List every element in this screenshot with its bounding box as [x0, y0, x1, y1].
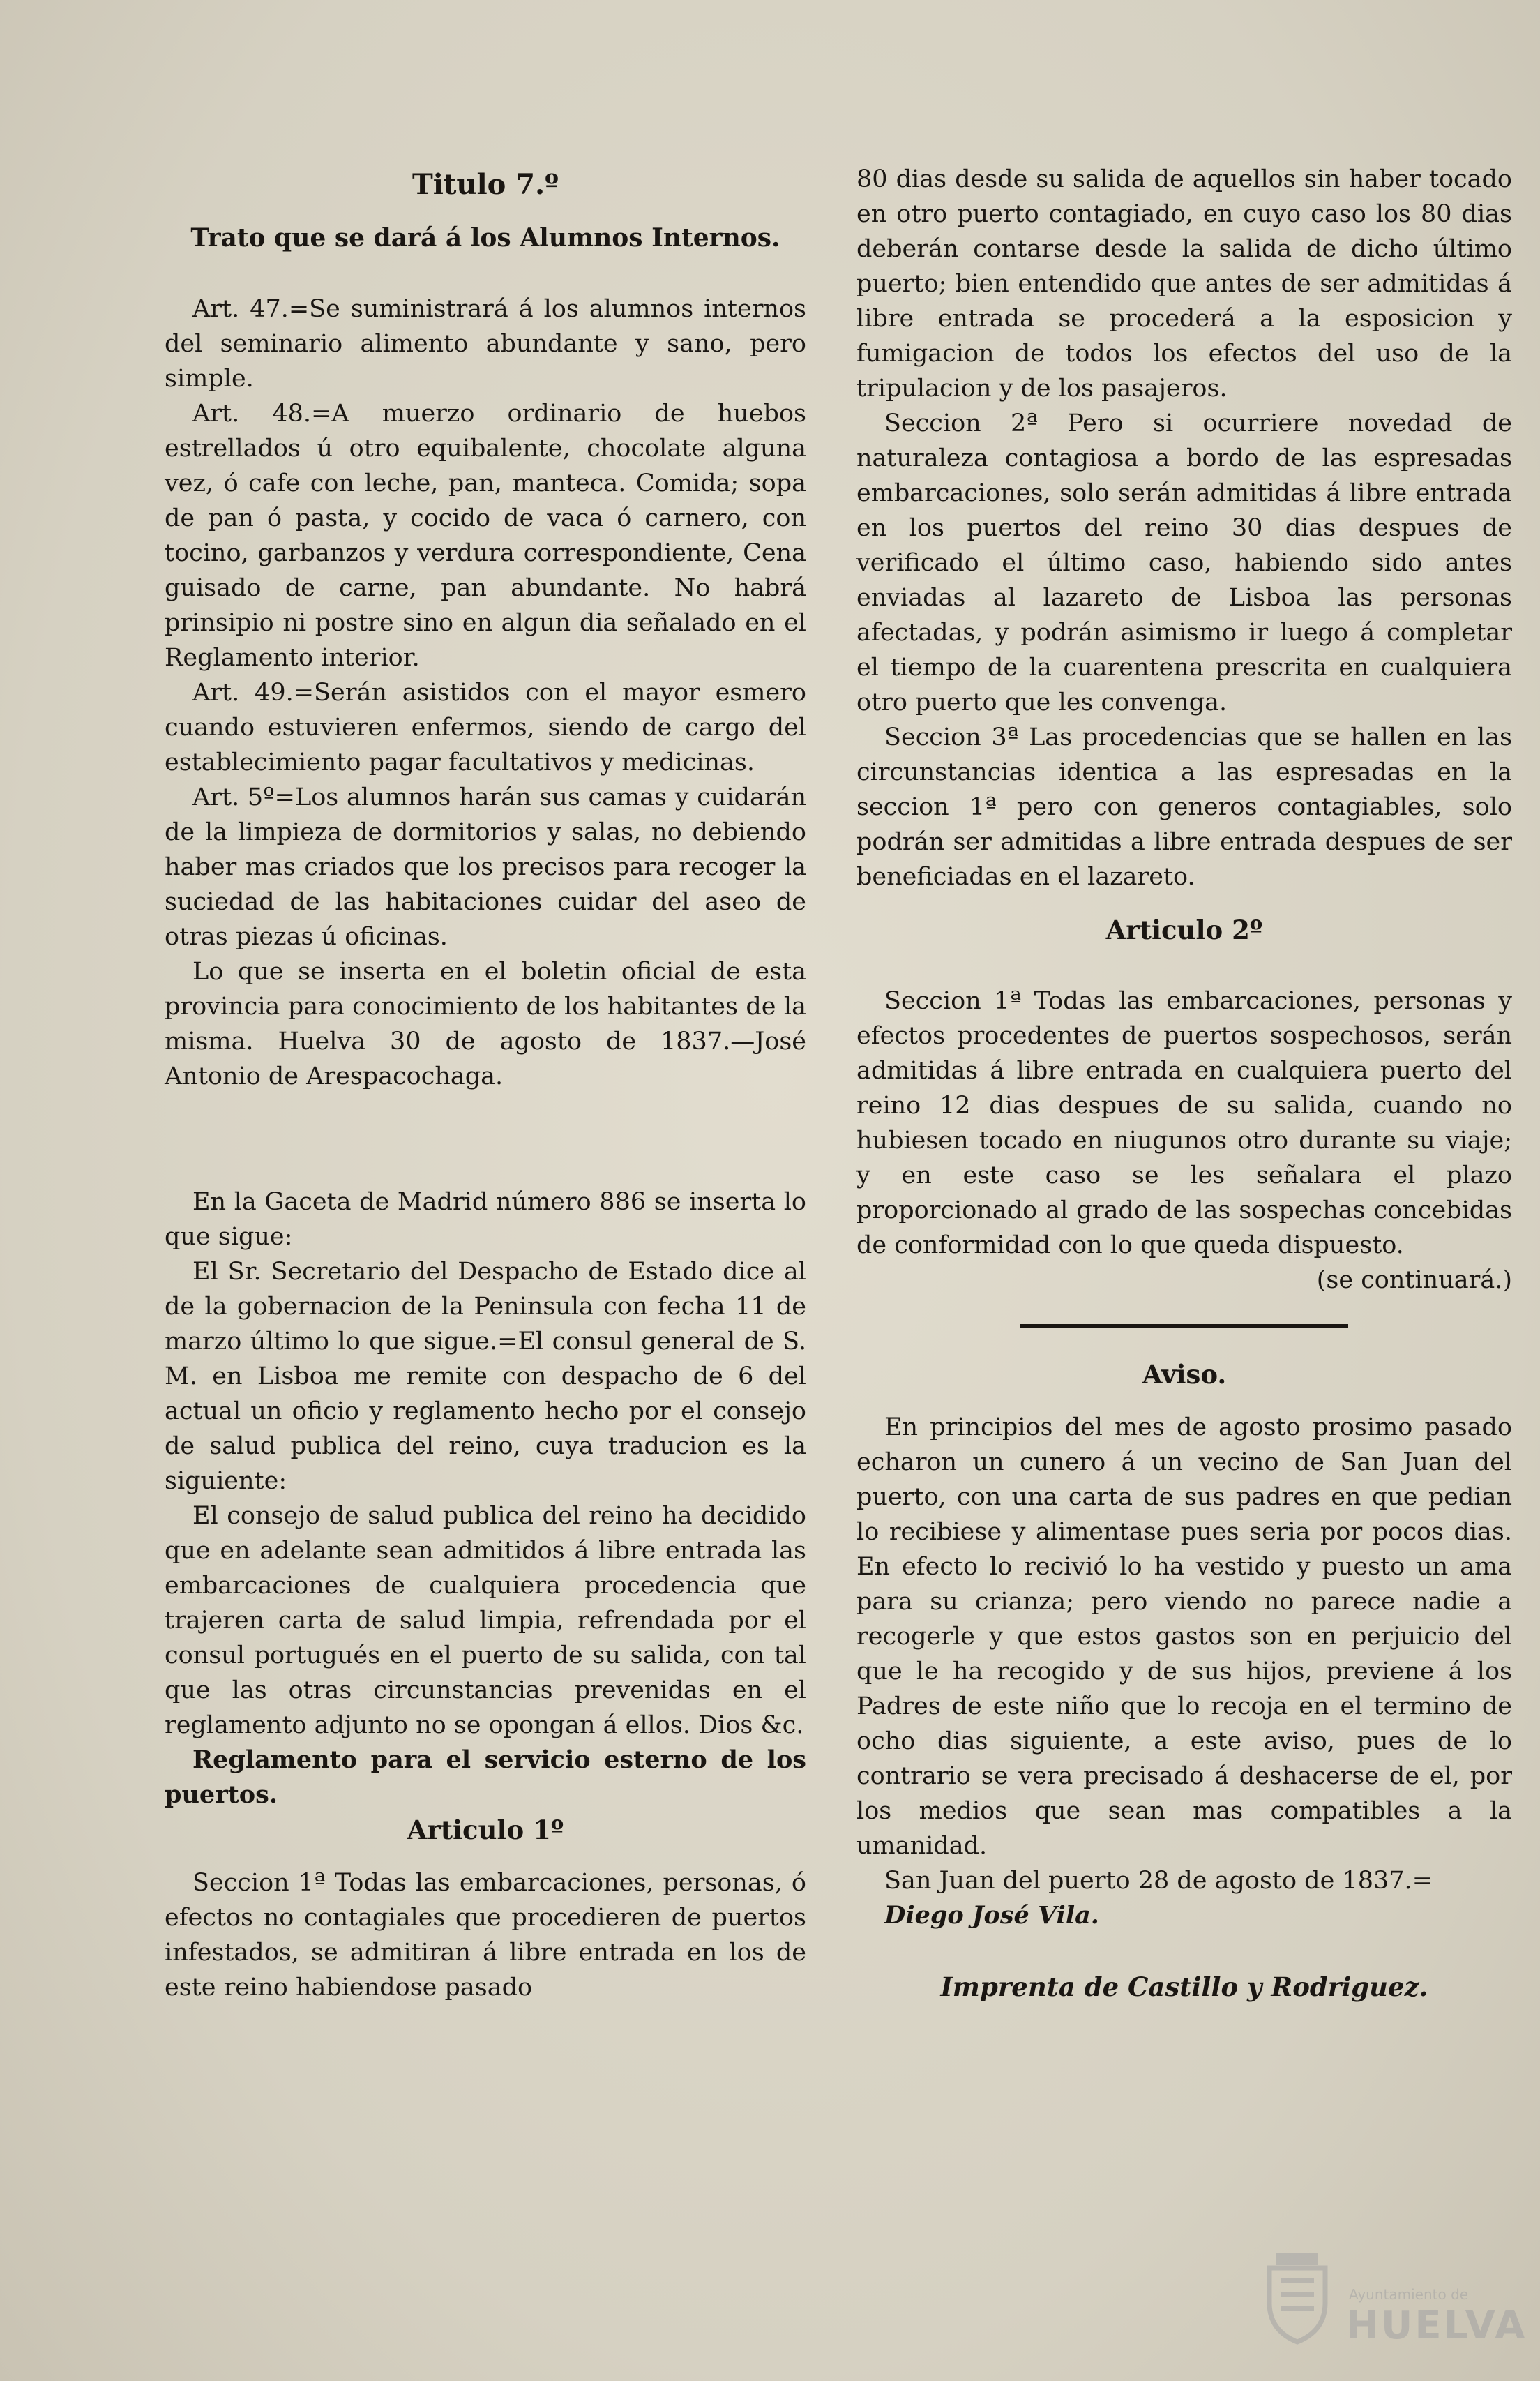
- article-48: Art. 48.=A muerzo ordinario de huebos estrellados ú otro equibalente, chocolate alguna vez, ó cafe con leche, pan, manteca. Comida; sopa de pan ó pasta, y cocido de vaca ó carnero, con tocino, garbanzos y verdura correspondiente, Cena guisado de carne, pan abundante. No habrá prinsipio ni postre sino en algun dia señalado en el Reglamento interior.: [165, 400, 806, 672]
- right-column: [856, 162, 1512, 2004]
- article-47: Art. 47.=Se suministrará á los alumnos internos del seminario alimento abundante y sano, pero simple.: [165, 295, 806, 393]
- gaceta-intro: En la Gaceta de Madrid número 886 se inserta lo que sigue:: [165, 1188, 806, 1251]
- article-1-section-1: Seccion 1ª Todas las embarcaciones, personas, ó efectos no contagiales que procedieren de puertos infestados, se admitiran á libre entrada en los de este reino habiendose pasado: [165, 1869, 806, 2001]
- gaceta-secretary: El Sr. Secretario del Despacho de Estado dice al de la gobernacion de la Peninsula con fecha 11 de marzo último lo que sigue.=El consul general de S. M. en Lisboa me remite con despacho de 6 del actual un oficio y reglamento hecho por el consejo de salud publica del reino, cuya traducion es la siguiente:: [165, 1258, 806, 1495]
- continues-note: (se continuará.): [1316, 1266, 1512, 1294]
- gaceta-council: El consejo de salud publica del reino ha decidido que en adelante sean admitidos á libre entrada las embarcaciones de cualquiera procedencia que trajeren carta de salud limpia, refrendada por el consul portugués en el puerto de su salida, con tal que las otras circunstancias prevenidas en el reglamento adjunto no se opongan á ellos. Dios &c.: [165, 1502, 806, 1739]
- left-column: [165, 167, 806, 2005]
- aviso-signature: Diego José Vila.: [884, 1901, 1099, 1930]
- aviso-date: San Juan del puerto 28 de agosto de 1837.=: [884, 1867, 1433, 1895]
- article-49: Art. 49.=Serán asistidos con el mayor esmero cuando estuvieren enfermos, siendo de cargo del establecimiento pagar facultativos y medicinas.: [165, 679, 806, 776]
- watermark-small-text: Ayuntamiento de: [1349, 2286, 1469, 2303]
- article-1-heading: Articulo 1º: [407, 1815, 564, 1845]
- publication-notice: Lo que se inserta en el boletin oficial de esta provincia para conocimiento de los habitantes de la misma. Huelva 30 de agosto de 1837.—José Antonio de Arespacochaga.: [165, 958, 806, 1090]
- article-1-section-3: Seccion 3ª Las procedencias que se hallen en las circunstancias identica a las espresadas en la seccion 1ª pero con generos contagiables, solo podrán ser admitidas a libre entrada despues de ser beneficiadas en el lazareto.: [856, 723, 1512, 891]
- article-1-continued: 80 dias desde su salida de aquellos sin haber tocado en otro puerto contagiado, en cuyo caso los 80 dias deberán contarse desde la salida de dicho último puerto; bien entendido que antes de ser admitidas á libre entrada se procederá a la esposicion y fumigacion de todos los efectos del uso de la tripulacion y de los pasajeros.: [856, 165, 1512, 403]
- archive-watermark: [1255, 2243, 1527, 2354]
- aviso-text: En principios del mes de agosto prosimo pasado echaron un cunero á un vecino de San Juan del puerto, con una carta de sus padres en que pedian lo recibiese y alimentase pues seria por pocos dias. En efecto lo recivió lo ha vestido y puesto un ama para su crianza; pero viendo no parece nadie a recogerle y que estos gastos son en perjuicio del que le ha recogido y de sus hijos, previene á los Padres de este niño que lo recoja en el termino de ocho dias siguiente, a este aviso, pues de lo contrario se vera precisado á deshacerse de el, por los medios que sean mas compatibles a la umanidad.: [856, 1413, 1512, 1860]
- article-1-section-2: Seccion 2ª Pero si ocurriere novedad de naturaleza contagiosa a bordo de las espresadas embarcaciones, solo serán admitidas á libre entrada en los puertos del reino 30 dias despues de verificado el último caso, habiendo sido antes enviadas al lazareto de Lisboa las personas afectadas, y podrán asimismo ir luego á completar el tiempo de la cuarentena prescrita en cualquiera otro puerto que les convenga.: [856, 410, 1512, 716]
- divider-rule: [1020, 1324, 1348, 1328]
- watermark-big-text: HUELVA: [1346, 2303, 1527, 2348]
- article-2-section-1: Seccion 1ª Todas las embarcaciones, personas y efectos procedentes de puertos sospechosos, serán admitidas á libre entrada en cualquiera puerto del reino 12 dias despues de su salida, cuando no hubiesen tocado en niugunos otro durante su viaje; y en este caso se les señalara el plazo proporcionado al grado de las sospechas concebidas de conformidad con lo que queda dispuesto.: [856, 987, 1512, 1259]
- coat-of-arms-icon: [1255, 2247, 1339, 2345]
- article-50: Art. 5º=Los alumnos harán sus camas y cuidarán de la limpieza de dormitorios y salas, no debiendo haber mas criados que los precisos para recoger la suciedad de las habitaciones cuidar del aseo de otras piezas ú oficinas.: [165, 783, 806, 951]
- section-title: Titulo 7.º: [412, 168, 559, 201]
- section-subtitle: Trato que se dará á los Alumnos Internos.: [190, 223, 780, 253]
- printer-imprint: Imprenta de Castillo y Rodriguez.: [940, 1971, 1428, 2002]
- gaceta-regulation-title: Reglamento para el servicio esterno de los puertos.: [165, 1745, 806, 1809]
- aviso-heading: Aviso.: [1142, 1359, 1227, 1390]
- article-2-heading: Articulo 2º: [1105, 915, 1263, 945]
